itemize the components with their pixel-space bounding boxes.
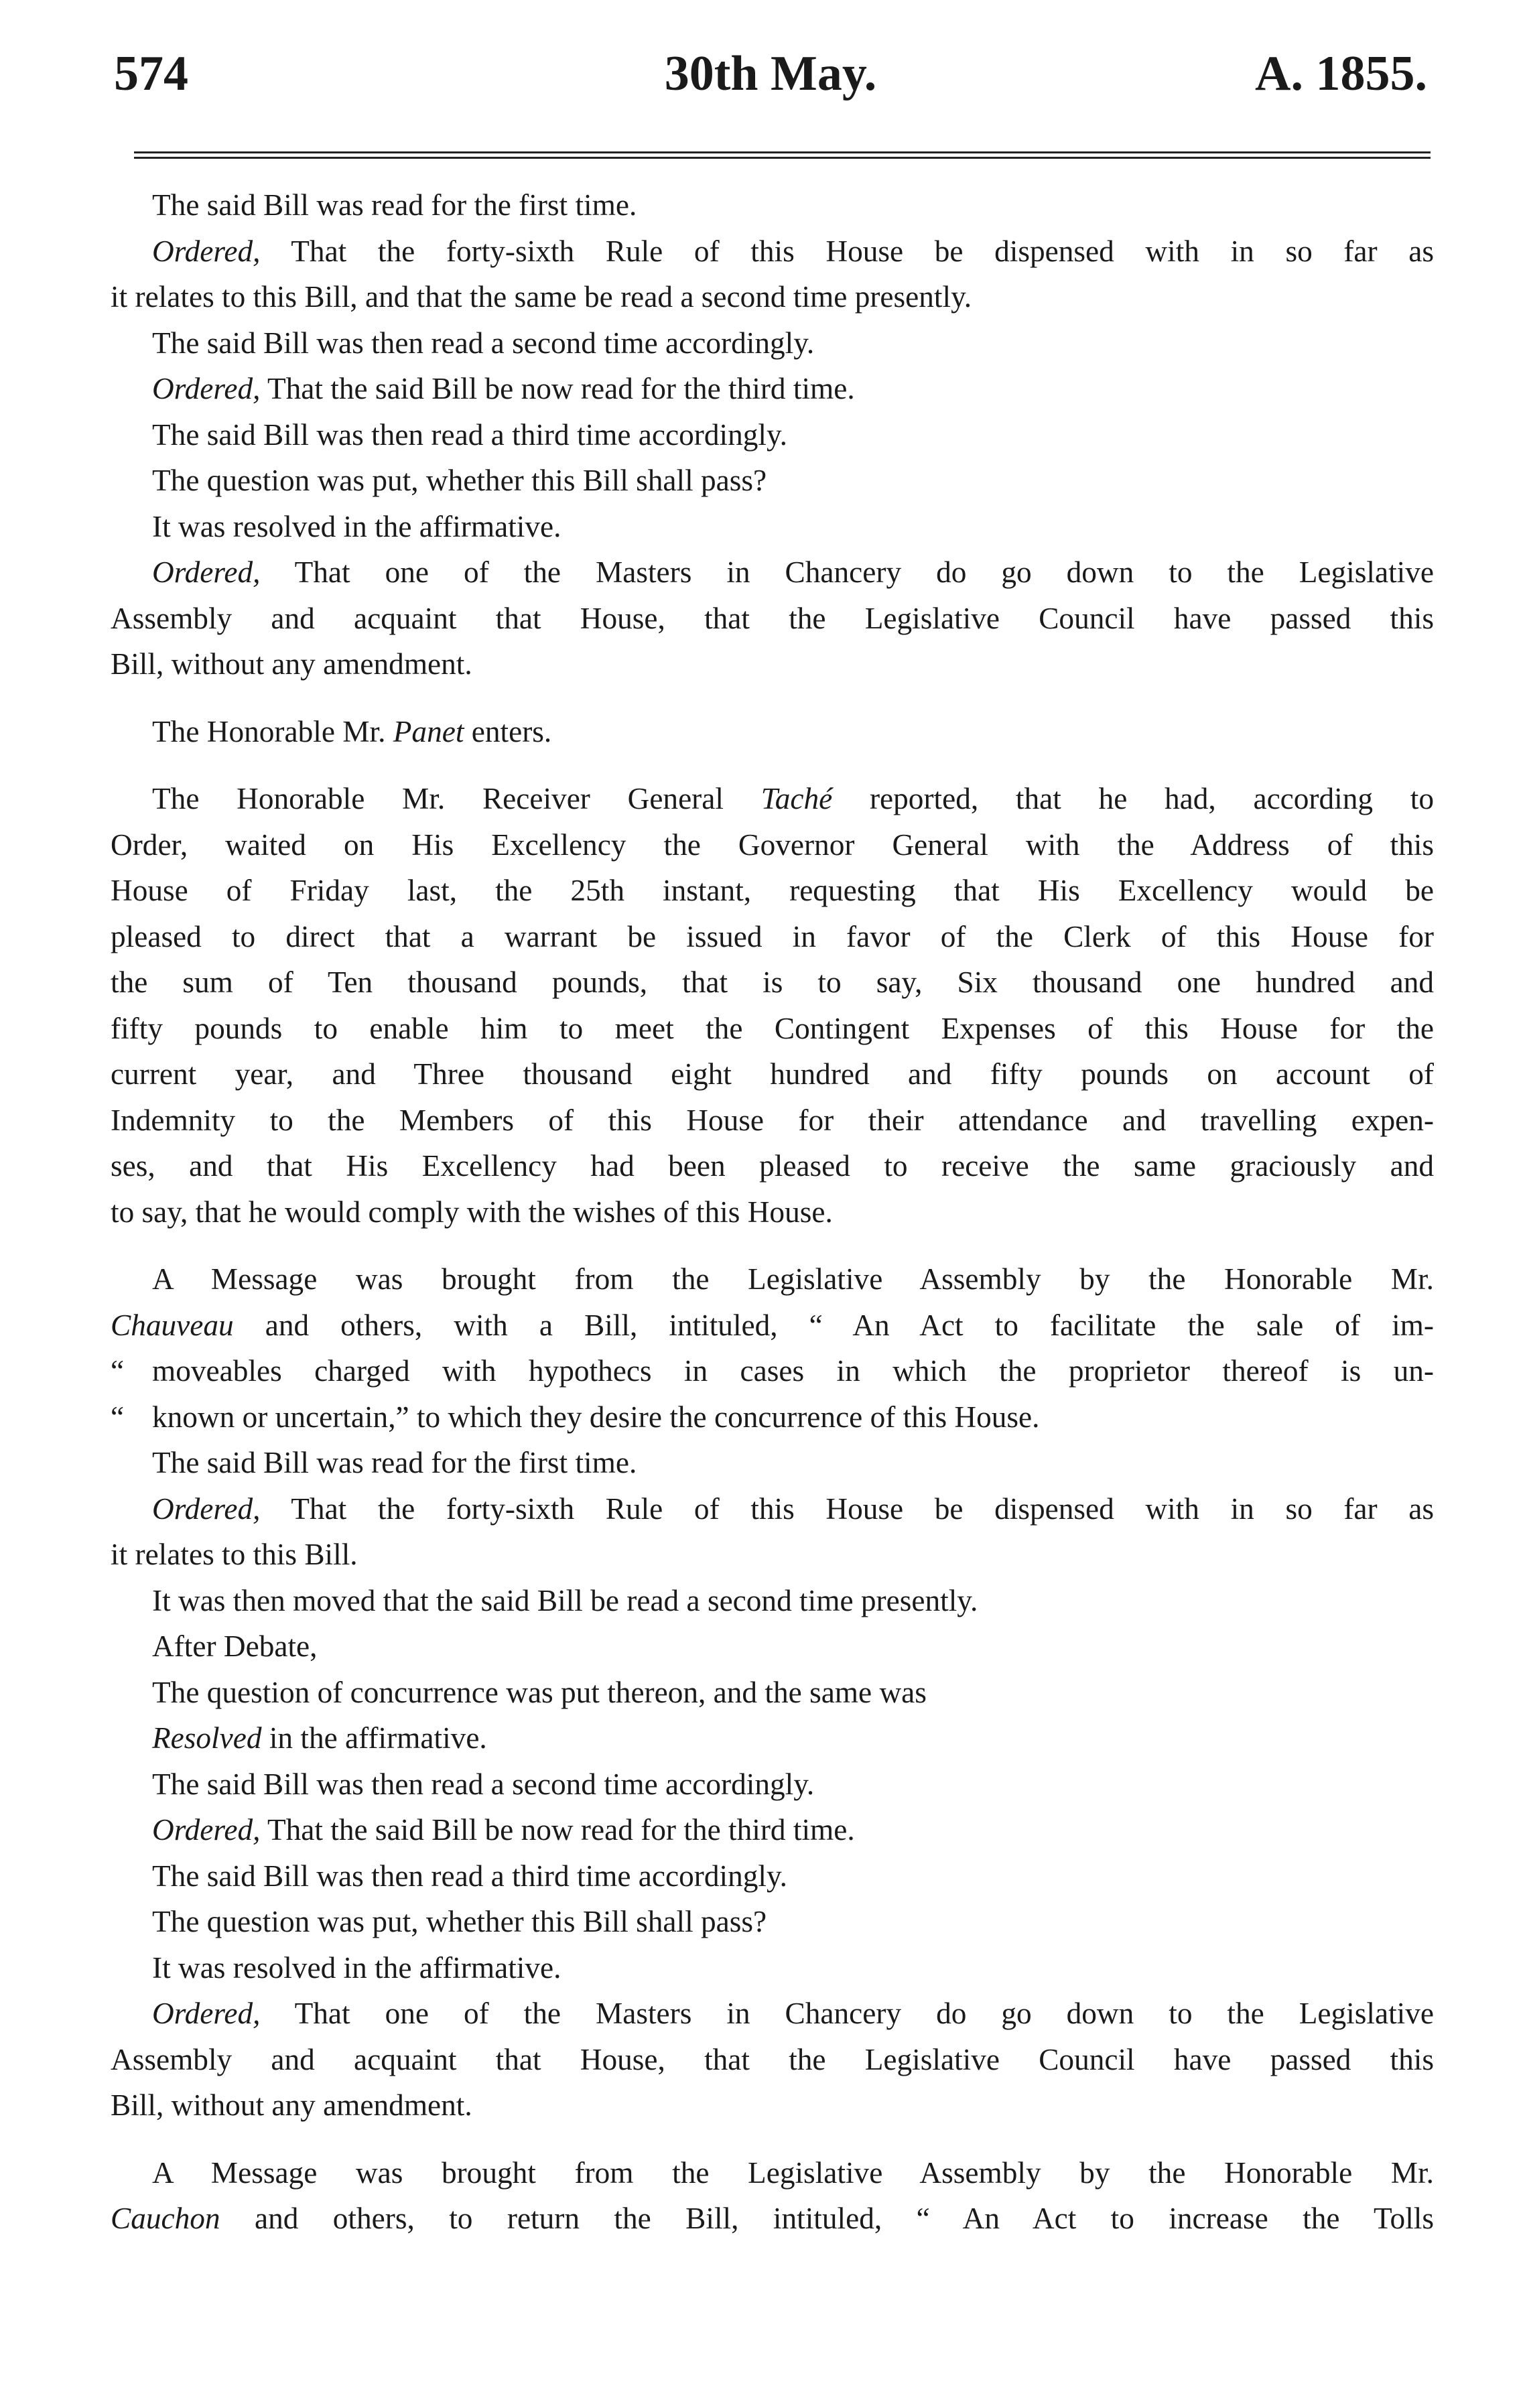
text-segment: A Message was brought from the Legislative Assembly by the Honorable Mr.: [152, 2155, 1434, 2190]
header-rule-top: [134, 151, 1431, 153]
text-line: [111, 959, 1434, 1006]
text-segment: and others, to return the Bill, intituled, “ An Act to increase the Tolls: [220, 2202, 1434, 2235]
text-segment: The question was put, whether this Bill shall pass?: [152, 464, 767, 497]
italic-text: Cauchon: [111, 2202, 220, 2235]
text-line: [111, 1440, 1434, 1486]
text-line: [111, 1578, 1434, 1624]
text-segment: House of Friday last, the 25th instant, requesting that His Excellency would be: [111, 874, 1434, 907]
text-line: [111, 709, 1434, 755]
italic-text: Ordered,: [152, 372, 261, 405]
text-segment: it relates to this Bill.: [111, 1538, 358, 1571]
text-line: [111, 641, 1434, 687]
text-segment: ses, and that His Excellency had been pleased to receive the same graciously and: [111, 1149, 1434, 1183]
text-segment: fifty pounds to enable him to meet the Contingent Expenses of this House for the: [111, 1011, 1434, 1045]
text-segment: It was resolved in the affirmative.: [152, 1950, 561, 1985]
text-line: [111, 2196, 1434, 2242]
text-line: [111, 228, 1434, 275]
text-line: [111, 320, 1434, 366]
text-segment: The question of concurrence was put thereon, and the same was: [152, 1675, 927, 1709]
text-line: [111, 596, 1434, 642]
text-segment: enters.: [464, 714, 552, 748]
text-segment: That the forty-sixth Rule of this House be dispensed with in so far as: [260, 234, 1434, 268]
italic-text: Ordered,: [152, 1491, 261, 1526]
text-segment: That one of the Masters in Chancery do go down to the Legislative: [260, 1997, 1434, 2030]
text-line: [111, 412, 1434, 458]
journal-text: [111, 182, 1434, 2242]
paragraph-gap: [111, 754, 1434, 776]
text-line: [111, 1991, 1434, 2037]
paragraph-gap: [111, 2129, 1434, 2150]
text-line: [111, 1006, 1434, 1052]
text-segment: A Message was brought from the Legislative Assembly by the Honorable Mr.: [152, 1262, 1434, 1296]
text-line: [111, 1348, 1434, 1394]
text-segment: Order, waited on His Excellency the Governor General with the Address of this: [111, 827, 1434, 862]
text-segment: After Debate,: [152, 1629, 318, 1663]
italic-text: Ordered,: [152, 555, 261, 589]
text-line: [111, 2150, 1434, 2196]
text-segment: it relates to this Bill, and that the same be read a second time presently.: [111, 280, 972, 314]
text-segment: The said Bill was then read a second time accordingly.: [152, 326, 815, 360]
text-segment: Indemnity to the Members of this House for their attendance and travelling expen-: [111, 1103, 1434, 1137]
text-segment: Bill, without any amendment.: [111, 647, 472, 681]
text-segment: The said Bill was read for the first time.: [152, 188, 637, 222]
text-segment: That the forty-sixth Rule of this House be dispensed with in so far as: [260, 1491, 1434, 1526]
text-line: [111, 1623, 1434, 1670]
text-segment: known or uncertain,” to which they desire the concurrence of this House.: [152, 1400, 1040, 1434]
text-line: [111, 182, 1434, 228]
text-line: [111, 1670, 1434, 1716]
text-line: [111, 504, 1434, 550]
italic-text: Ordered,: [152, 1997, 261, 2030]
text-line: [111, 914, 1434, 960]
text-segment: reported, that he had, according to: [832, 782, 1434, 815]
text-line: [111, 822, 1434, 868]
text-segment: That the said Bill be now read for the third time.: [260, 1813, 855, 1847]
paragraph-gap: [111, 687, 1434, 709]
text-line: [111, 1302, 1434, 1349]
text-segment: That one of the Masters in Chancery do go down to the Legislative: [260, 555, 1434, 589]
page-year: A. 1855.: [1255, 46, 1427, 101]
text-segment: the sum of Ten thousand pounds, that is to say, Six thousand one hundred and: [111, 965, 1434, 999]
italic-text: Panet: [393, 714, 464, 748]
text-segment: The said Bill was then read a second time accordingly.: [152, 1767, 815, 1801]
text-line: [111, 274, 1434, 320]
text-segment: That the said Bill be now read for the third time.: [260, 372, 855, 405]
text-line: [111, 458, 1434, 504]
text-line: [111, 1143, 1434, 1189]
text-line: [111, 1394, 1434, 1441]
italic-text: Taché: [760, 782, 833, 815]
text-line: [111, 366, 1434, 412]
text-segment: in the affirmative.: [261, 1721, 487, 1755]
text-segment: The Honorable Mr. Receiver General: [152, 782, 761, 815]
text-line: [111, 776, 1434, 822]
text-segment: moveables charged with hypothecs in cases in which the proprietor thereof is un-: [152, 1354, 1434, 1388]
text-line: [111, 1761, 1434, 1808]
page-header: [114, 34, 1427, 114]
text-line: [111, 1051, 1434, 1097]
text-line: [111, 1945, 1434, 1991]
text-segment: It was then moved that the said Bill be read a second time presently.: [152, 1583, 978, 1617]
text-segment: and others, with a Bill, intituled, “ An Act to facilitate the sale of im-: [233, 1308, 1434, 1342]
continuation-quote-mark: “: [111, 1354, 125, 1388]
text-line: [111, 2037, 1434, 2083]
text-line: [111, 1715, 1434, 1761]
text-segment: Assembly and acquaint that House, that the Legislative Council have passed this: [111, 2042, 1434, 2076]
text-line: [111, 868, 1434, 914]
text-segment: The said Bill was then read a third time accordingly.: [152, 1859, 788, 1893]
text-segment: current year, and Three thousand eight hundred and fifty pounds on account of: [111, 1057, 1434, 1091]
page-number: 574: [114, 46, 188, 101]
text-line: [111, 549, 1434, 596]
text-segment: The said Bill was then read a third time accordingly.: [152, 417, 788, 452]
paragraph-gap: [111, 1235, 1434, 1256]
text-line: [111, 1486, 1434, 1532]
header-rule-bottom: [134, 157, 1431, 159]
italic-text: Chauveau: [111, 1308, 234, 1342]
text-line: [111, 1097, 1434, 1144]
text-line: [111, 1853, 1434, 1899]
continuation-quote-mark: “: [111, 1400, 125, 1434]
italic-text: Ordered,: [152, 1813, 261, 1847]
text-line: [111, 1807, 1434, 1853]
text-segment: Bill, without any amendment.: [111, 2088, 472, 2122]
text-line: [111, 1256, 1434, 1302]
italic-text: Ordered,: [152, 234, 261, 268]
text-segment: The question was put, whether this Bill shall pass?: [152, 1905, 767, 1938]
text-segment: pleased to direct that a warrant be issued in favor of the Clerk of this House for: [111, 919, 1434, 953]
italic-text: Resolved: [152, 1721, 262, 1755]
page-date: 30th May.: [664, 46, 877, 101]
text-segment: Assembly and acquaint that House, that the Legislative Council have passed this: [111, 601, 1434, 635]
text-line: [111, 1899, 1434, 1945]
text-segment: The Honorable Mr.: [152, 714, 393, 748]
text-segment: It was resolved in the affirmative.: [152, 509, 561, 543]
text-line: [111, 1189, 1434, 1235]
text-line: [111, 1532, 1434, 1578]
text-segment: The said Bill was read for the first time.: [152, 1446, 637, 1479]
text-line: [111, 2082, 1434, 2129]
text-segment: to say, that he would comply with the wishes of this House.: [111, 1195, 833, 1229]
